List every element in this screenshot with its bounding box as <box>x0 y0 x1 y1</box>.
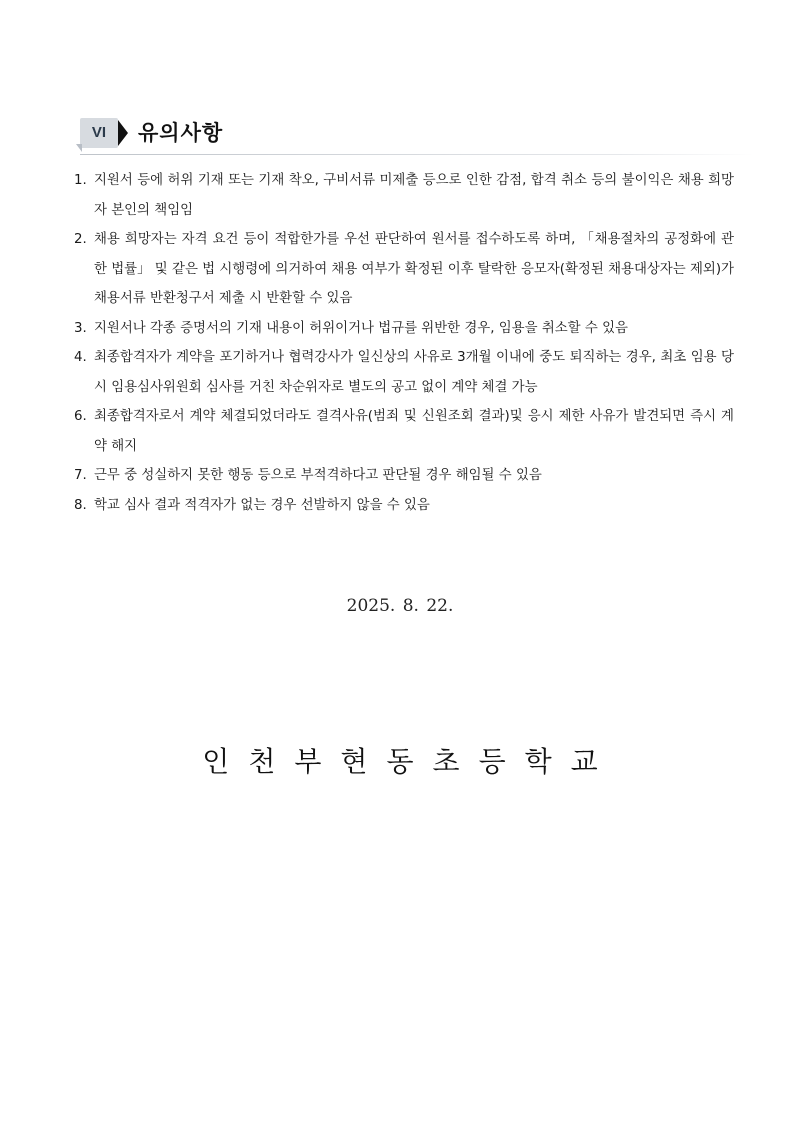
note-number: 6. <box>74 409 87 424</box>
note-number: 7. <box>74 468 87 483</box>
note-text: 근무 중 성실하지 못한 행동 등으로 부적격하다고 판단될 경우 해임될 수 있음 <box>94 468 542 483</box>
note-text: 채용 희망자는 자격 요건 등이 적합한가를 우선 판단하여 원서를 접수하도록 하며, 「채용절차의 공정화에 관한 법률」 및 같은 법 시행령에 의거하여 채용 여부가 확정된 이후 탈락한 응모자(확정된 채용대상자는 제외)가 채용서류 반환청구서 제출 시 반환할 수 있음 <box>94 232 734 306</box>
chevron-right-icon <box>118 120 128 146</box>
note-text: 최종합격자가 계약을 포기하거나 협력강사가 일신상의 사유로 3개월 이내에 중도 퇴직하는 경우, 최초 임용 당시 임용심사위원회 심사를 거친 차순위자로 별도의 공고 없이 계약 체결 가능 <box>94 350 734 395</box>
note-text: 학교 심사 결과 적격자가 없는 경우 선발하지 않을 수 있음 <box>94 497 430 513</box>
note-text: 최종합격자로서 계약 체결되었더라도 결격사유(범죄 및 신원조회 결과)및 응시 제한 사유가 발견되면 즉시 계약 해지 <box>94 409 734 454</box>
note-item <box>74 225 734 314</box>
note-item <box>74 166 734 225</box>
announcement-date: 2025. 8. 22. <box>346 596 454 616</box>
note-number: 4. <box>74 350 87 365</box>
note-item <box>74 314 734 344</box>
notes-list <box>74 166 734 520</box>
note-text: 지원서나 각종 증명서의 기재 내용이 허위이거나 법규를 위반한 경우, 임용을 취소할 수 있음 <box>94 320 628 336</box>
note-number: 8. <box>74 497 87 513</box>
note-item <box>74 343 734 402</box>
header-divider <box>80 154 754 155</box>
note-text: 지원서 등에 허위 기재 또는 기재 착오, 구비서류 미제출 등으로 인한 감점, 합격 취소 등의 불이익은 채용 희망자 본인의 책임임 <box>94 173 734 218</box>
section-title: 유의사항 <box>138 121 224 145</box>
school-name: 인천부현동초등학교 <box>202 745 617 778</box>
badge-fold-decoration <box>76 144 82 152</box>
note-item <box>74 491 734 521</box>
note-number: 3. <box>74 320 87 336</box>
note-item <box>74 461 734 491</box>
note-number: 2. <box>74 232 87 247</box>
note-number: 1. <box>74 173 87 188</box>
section-header <box>80 116 754 158</box>
note-item <box>74 402 734 461</box>
section-number-badge: VI <box>80 118 118 148</box>
